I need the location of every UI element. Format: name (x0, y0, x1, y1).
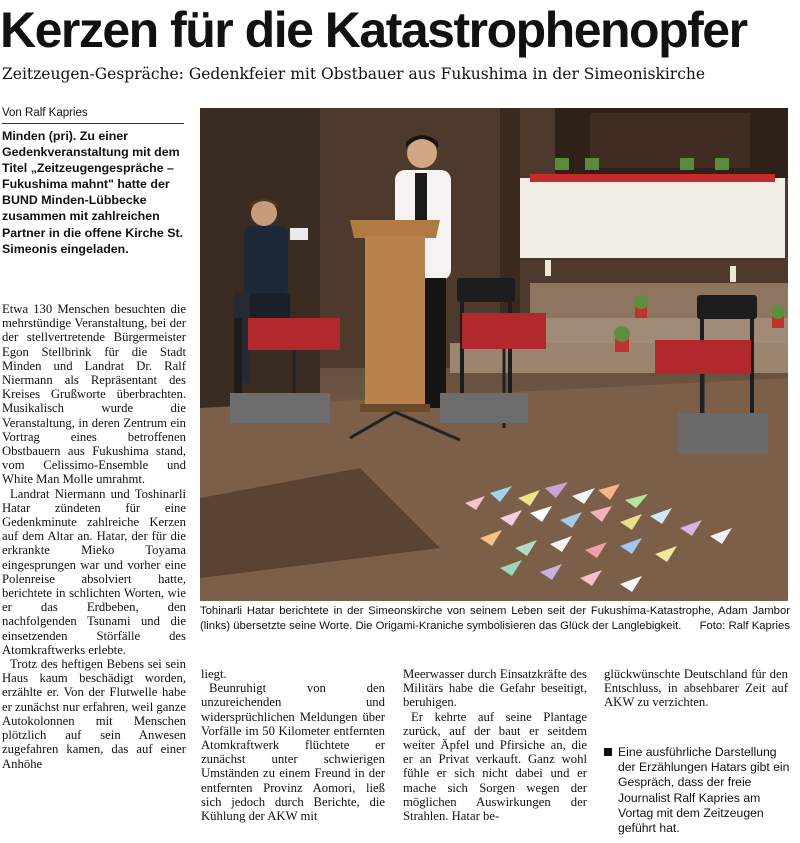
article-photo (200, 108, 788, 601)
church-scene-illustration (200, 108, 788, 601)
article-column-4 (604, 667, 788, 710)
bullet-square-icon (604, 748, 612, 756)
lead-paragraph: Minden (pri). Zu einer Gedenkveranstaltung mit dem Titel „Zeitzeugengespräche – Fukushima mahnt" hatte der BUND Minden-Lübbecke zusammen mit zahlreichen Partner in die offene Kirche St. Simeonis eingeladen. (2, 129, 184, 256)
paragraph: Er kehrte auf seine Plantage zurück, auf der baut er seitdem weiter Äpfel und Pfirsiche an, die er an Privat verkauft. Ganz wohl fühle er sich nicht dabei und er mache sich Sorgen wegen der möglichen Auswirkungen der Strahlen. Hatar be- (403, 709, 587, 824)
article-column-3 (403, 667, 587, 823)
photo-caption (200, 604, 790, 634)
article-column-1 (2, 302, 186, 771)
note-text: Eine ausführliche Darstellung der Erzählungen Hatars gibt ein Gespräch, dass der freie Journalist Ralf Kapries am Vortag mit dem Zeitzeugen geführt hat. (618, 745, 790, 836)
paragraph: Trotz des heftigen Bebens sei sein Haus kaum beschädigt worden, erzählte er. Von der Flutwelle habe er zunächst nur erfahren, weil ganze Autokolonnen mit Menschen plötzlich auf sein Anwesen zugefahren kamen, das auf einer Anhöhe (2, 657, 186, 771)
paragraph: glückwünschte Deutschland für den Entschluss, in absehbarer Zeit auf AKW zu verzichten. (604, 667, 788, 710)
headline: Kerzen für die Katastrophenopfer (0, 2, 747, 58)
subheadline: Zeitzeugen-Gespräche: Gedenkfeier mit Obstbauer aus Fukushima in der Simeoniskirche (2, 65, 706, 83)
caption-text: Tohinarli Hatar berichtete in der Simeonskirche von seinem Leben seit der Fukushima-Katastrophe, Adam Jambor (links) übersetzte seine Worte. Die Origami-Kraniche symbolisieren das Glück der Langlebigkeit. (200, 605, 790, 632)
article-column-2 (201, 667, 385, 823)
byline: Von Ralf Kapries (2, 106, 184, 124)
paragraph: Etwa 130 Menschen besuchten die mehrstündige Veranstaltung, bei der der stellvertretende Bürgermeister Egon Stellbrink für die Stadt Minden und Landrat Dr. Ralf Niermann als Repräsentant des Kreises Grußworte überbrachten. Musikalisch wurde die Veranstaltung, in deren Zentrum ein Vortrag eines betroffenen Obstbauern aus Fukushima stand, vom Celissimo-Ensemble und White Man Molle umrahmt. (2, 302, 186, 487)
paragraph: liegt. (201, 667, 227, 681)
paragraph: Meerwasser durch Einsatzkräfte des Militärs habe die Gefahr beseitigt, beruhigen. (403, 667, 587, 710)
photo-credit: Foto: Ralf Kapries (699, 620, 790, 632)
paragraph: Beunruhigt von den unzureichenden und widersprüchlichen Meldungen über Vorfälle im 50 Kilometer entfernten Atomkraftwerk flüchtete er zunächst unter schwierigen Umständen zu einem Freund in der entfernten Provinz Aomori, ließ sich jedoch durch Berichte, die Kühlung der AKW mit (201, 681, 385, 824)
info-note (604, 745, 790, 836)
paragraph: Landrat Niermann und Toshinarli Hatar zündeten für eine Gedenkminute zahlreiche Kerzen auf dem Altar an. Hatar, der für die erkrankte Mieko Toyama eingesprungen war und vorher eine Polenreise absolviert hatte, berichtete in schlichten Worten, wie er das Erdbeben, den nachfolgenden Tsunami und die einsetzenden Störfälle des Atomkraftwerks erlebte. (2, 486, 186, 657)
